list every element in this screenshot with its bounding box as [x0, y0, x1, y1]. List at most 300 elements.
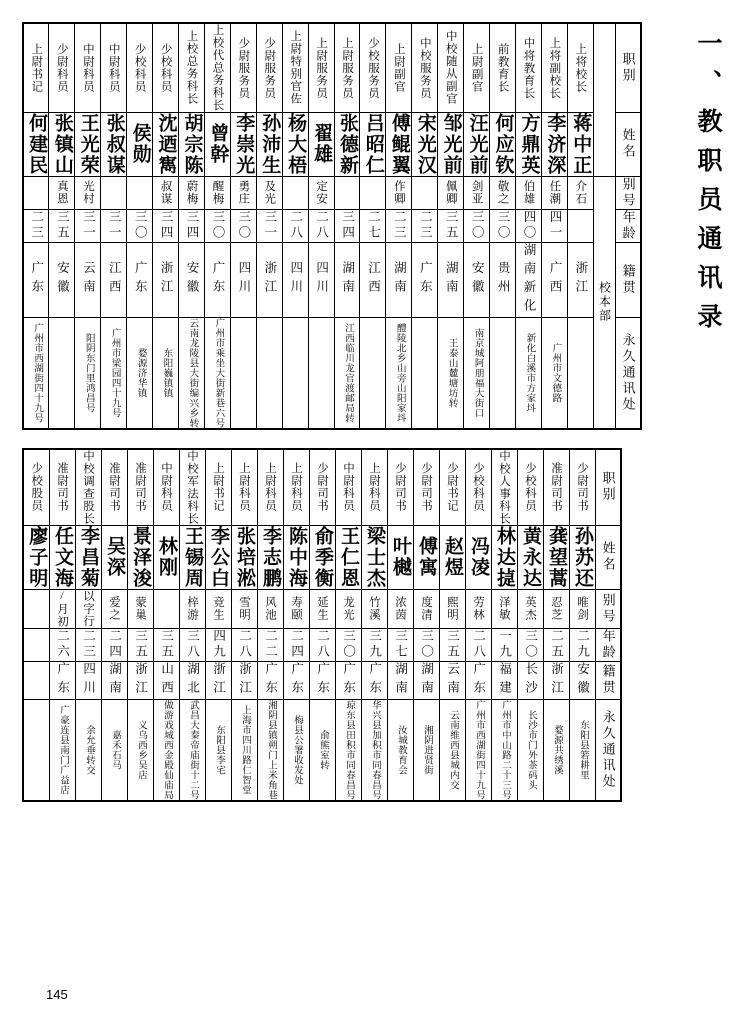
cell-alias [153, 589, 179, 628]
cell-name-text: 梁士杰 [363, 525, 385, 589]
cell-address-text: 广州市中山路二十三号 [499, 699, 510, 800]
header-native-text: 籍贯 [620, 263, 636, 296]
cell-rank-text: 少尉服务员 [263, 36, 276, 99]
cell-native [204, 242, 230, 317]
cell-address-text: 东阳县李宅 [213, 724, 224, 775]
cell-name [23, 525, 49, 589]
cell-age [335, 628, 361, 661]
cell-age-text: 四九 [211, 629, 226, 660]
cell-native [490, 242, 516, 317]
cell-rank [256, 23, 282, 112]
cell-rank-text: 上校代总务科长 [211, 24, 224, 112]
cell-rank-text: 中校军法科长 [186, 449, 199, 525]
cell-rank-text: 上尉科员 [368, 462, 381, 512]
cell-address [334, 317, 360, 429]
cell-age-text: 三〇 [496, 210, 511, 241]
cell-age-text: 三五 [159, 629, 174, 660]
cell-age [49, 209, 75, 242]
cell-rank-text: 准尉司书 [134, 462, 147, 512]
cell-address [567, 317, 593, 429]
cell-rank [153, 23, 179, 112]
cell-native-text: 安徽 [470, 261, 485, 298]
cell-address [438, 317, 464, 429]
cell-age-text: 二八 [315, 629, 330, 660]
cell-native [153, 661, 179, 699]
cell-name-text: 陈中海 [285, 525, 307, 589]
cell-alias-text: 延生 [316, 596, 329, 621]
cell-age [205, 628, 231, 661]
cell-alias-text: 作卿 [392, 180, 405, 205]
cell-rank [282, 23, 308, 112]
cell-native-text: 四川 [314, 261, 329, 298]
cell-address-text: 湘阴进贤街 [421, 724, 432, 775]
cell-native-text: 安徽 [575, 661, 590, 699]
cell-native [517, 661, 543, 699]
cell-rank [49, 23, 75, 112]
cell-name-text: 李志鹏 [259, 525, 281, 589]
cell-age-text: 三〇 [470, 210, 485, 241]
cell-address-text: 嘉禾石马 [109, 729, 120, 770]
cell-address [75, 699, 101, 801]
cell-rank [49, 449, 75, 526]
cell-rank [569, 449, 595, 526]
cell-rank-text: 上尉服务员 [315, 36, 328, 99]
cell-name [75, 112, 101, 176]
cell-native [75, 242, 101, 317]
cell-name [464, 112, 490, 176]
cell-address-text: 琼东县田积市同春昌号 [343, 699, 354, 800]
cell-rank-text: 少校科员 [159, 42, 172, 93]
cell-address [101, 699, 127, 801]
cell-rank-text: 少校科员 [524, 462, 537, 512]
cell-native [361, 661, 387, 699]
cell-alias [517, 589, 543, 628]
cell-native-text: 浙江 [549, 661, 564, 699]
cell-name-text: 傅鲲翼 [388, 112, 410, 176]
cell-address [283, 699, 309, 801]
cell-alias-text: 蒙巢 [134, 596, 147, 621]
cell-name [282, 112, 308, 176]
cell-rank [127, 449, 153, 526]
header-native [595, 661, 621, 699]
cell-native-text: 江西 [107, 261, 122, 298]
cell-age-text: 三一 [262, 210, 277, 241]
cell-alias-text: 劳林 [472, 596, 485, 621]
cell-address-text: 云南龙陵县大街编兴乡转 [187, 317, 198, 428]
cell-name-text: 赵煜 [441, 536, 463, 578]
cell-rank [75, 449, 101, 526]
cell-address-text: 广州市西湖街四十九号 [32, 322, 43, 423]
cell-native [75, 661, 101, 699]
cell-native-text: 安徽 [185, 261, 200, 298]
cell-alias [204, 176, 230, 209]
cell-name-text: 胡宗陈 [181, 112, 203, 176]
row-age [23, 628, 621, 661]
cell-name [439, 525, 465, 589]
cell-address [490, 317, 516, 429]
cell-native [101, 661, 127, 699]
cell-alias-text: 叔谋 [159, 180, 172, 205]
cell-rank [490, 23, 516, 112]
cell-alias-text: 定安 [315, 180, 328, 205]
cell-native [516, 242, 542, 317]
cell-age [490, 209, 516, 242]
header-address-text: 永久通讯处 [600, 709, 616, 790]
cell-age [230, 209, 256, 242]
cell-name [334, 112, 360, 176]
cell-name-text: 翟雄 [311, 123, 333, 165]
cell-age [516, 209, 542, 242]
header-age-text: 年龄 [620, 209, 636, 242]
cell-name [360, 112, 386, 176]
cell-rank [308, 23, 334, 112]
cell-age-text: 二五 [549, 629, 564, 660]
cell-address [439, 699, 465, 801]
cell-address [75, 317, 101, 429]
cell-rank-text: 上尉服务员 [341, 36, 354, 99]
cell-name [205, 525, 231, 589]
cell-rank [101, 23, 127, 112]
cell-age-text: 三九 [367, 629, 382, 660]
cell-age [23, 209, 49, 242]
cell-age-text: 三〇 [133, 210, 148, 241]
cell-native-text: 广东 [210, 261, 225, 298]
cell-name-text: 廖子明 [26, 525, 48, 589]
cell-address-text: 上海市四川路仁智堂 [239, 704, 250, 795]
row-native [23, 242, 641, 317]
cell-native [308, 242, 334, 317]
cell-native [464, 242, 490, 317]
cell-address-text: 广豪连县南门广益店 [57, 704, 68, 795]
cell-rank-text: 上尉科员 [238, 462, 251, 512]
header-alias-text: 别号 [620, 176, 636, 209]
cell-alias [282, 176, 308, 209]
cell-alias [490, 176, 516, 209]
cell-native-text: 广东 [55, 661, 70, 699]
cell-age [204, 209, 230, 242]
cell-alias-text: 梓游 [186, 596, 199, 621]
cell-alias [231, 589, 257, 628]
cell-native [438, 242, 464, 317]
cell-age-text: 三〇 [236, 210, 251, 241]
row-alias [23, 589, 621, 628]
cell-age [412, 209, 438, 242]
cell-address [179, 699, 205, 801]
cell-age [127, 628, 153, 661]
cell-rank-text: 中校随从副官 [444, 30, 457, 106]
row-name [23, 112, 641, 176]
cell-age-text: 三七 [393, 629, 408, 660]
cell-alias-text: 蔚梅 [185, 180, 198, 205]
cell-age-text: 三五 [133, 629, 148, 660]
cell-age-text: 二三 [81, 629, 96, 660]
cell-age [387, 628, 413, 661]
cell-address [308, 317, 334, 429]
cell-name-text: 李昌菊 [77, 525, 99, 589]
cell-native-text: 广东 [471, 661, 486, 699]
cell-age-text: 二八 [237, 629, 252, 660]
cell-native [335, 661, 361, 699]
cell-name [541, 112, 567, 176]
cell-name-text: 景泽浚 [129, 525, 151, 589]
cell-rank-text: 少尉司书 [394, 462, 407, 512]
cell-alias-text: 勇庄 [237, 180, 250, 205]
cell-native [309, 661, 335, 699]
cell-alias [23, 589, 49, 628]
cell-name-text: 何建民 [26, 112, 48, 176]
cell-name [230, 112, 256, 176]
cell-age-text: 三〇 [341, 629, 356, 660]
cell-rank-text: 准尉司书 [550, 462, 563, 512]
cell-alias [334, 176, 360, 209]
cell-alias [127, 589, 153, 628]
cell-age [49, 628, 75, 661]
cell-age-text: 四〇 [522, 210, 537, 241]
cell-name [23, 112, 49, 176]
cell-native [543, 661, 569, 699]
cell-alias [387, 589, 413, 628]
cell-alias [309, 589, 335, 628]
cell-address-text: 南京城阿朋福大街口 [472, 327, 483, 418]
cell-native [230, 242, 256, 317]
page-title: 一、教职员通讯录 [694, 30, 721, 342]
cell-rank [257, 449, 283, 526]
personnel-table-bottom [22, 448, 622, 802]
cell-rank-text: 上尉科员 [264, 462, 277, 512]
cell-age-text: 二三 [418, 210, 433, 241]
cell-address [49, 317, 75, 429]
cell-age [283, 628, 309, 661]
cell-rank-text: 少校服务员 [366, 36, 379, 99]
header-rank [595, 449, 621, 526]
cell-name-text: 李崇光 [233, 112, 255, 176]
cell-native-text: 云南 [445, 661, 460, 699]
cell-native-text: 浙江 [159, 261, 174, 298]
cell-alias-text: 以字行 [82, 589, 95, 628]
cell-age [153, 209, 179, 242]
cell-name [361, 525, 387, 589]
cell-rank [491, 449, 517, 526]
cell-native-text: 广东 [133, 261, 148, 298]
cell-alias [335, 589, 361, 628]
cell-age [179, 209, 205, 242]
cell-address [282, 317, 308, 429]
cell-rank-text: 上尉科员 [290, 462, 303, 512]
cell-rank [75, 23, 101, 112]
cell-alias [257, 589, 283, 628]
cell-alias [283, 589, 309, 628]
row-name [23, 525, 621, 589]
cell-rank-text: 上将校长 [574, 42, 587, 93]
cell-address-text: 广州市西湖街四十九号 [473, 699, 484, 800]
section-label [593, 176, 615, 429]
cell-alias-text: 醒梅 [211, 180, 224, 205]
cell-age-text: 三〇 [210, 210, 225, 241]
cell-address-text: 汝城教育会 [395, 724, 406, 775]
cell-age-text: 二四 [107, 629, 122, 660]
cell-address [231, 699, 257, 801]
cell-native-text: 湖南 [107, 661, 122, 699]
cell-address [543, 699, 569, 801]
cell-name-text: 汪光前 [466, 112, 488, 176]
cell-native-text: 广西 [547, 261, 562, 298]
cell-alias [179, 589, 205, 628]
cell-native-text: 四川 [81, 661, 96, 699]
cell-name [153, 112, 179, 176]
cell-rank-text: 上尉副官 [392, 42, 405, 93]
cell-native [283, 661, 309, 699]
cell-native [205, 661, 231, 699]
cell-name [386, 112, 412, 176]
cell-address-text: 醴陵北乡山旁山阳家㘰 [394, 322, 405, 423]
cell-address [516, 317, 542, 429]
cell-native-text: 山西 [159, 661, 174, 699]
cell-native-text: 福建 [497, 661, 512, 699]
cell-age [541, 209, 567, 242]
cell-address-text: 广州市乘坐大街新巷六号 [213, 317, 224, 428]
cell-native-text: 湖南新化 [522, 242, 537, 317]
cell-address [49, 699, 75, 801]
cell-alias [360, 176, 386, 209]
cell-address-text: 东阳县箬耕里 [577, 719, 588, 780]
cell-address [23, 317, 49, 429]
cell-rank-text: 中校人事科长 [498, 449, 511, 525]
cell-alias-text: 泽敏 [498, 596, 511, 621]
cell-age [334, 209, 360, 242]
cell-address [517, 699, 543, 801]
cell-native [49, 242, 75, 317]
cell-name-text: 方鼎英 [518, 112, 540, 176]
cell-native-text: 浙江 [211, 661, 226, 699]
cell-age-text: 三一 [81, 210, 96, 241]
cell-rank-text: 中尉科员 [81, 42, 94, 93]
cell-alias [412, 176, 438, 209]
cell-rank [438, 23, 464, 112]
cell-rank [179, 449, 205, 526]
cell-name [127, 112, 153, 176]
cell-native [412, 242, 438, 317]
cell-native [491, 661, 517, 699]
cell-rank [567, 23, 593, 112]
cell-name [309, 525, 335, 589]
cell-rank-text: 中校调查股长 [82, 449, 95, 525]
cell-address [465, 699, 491, 801]
cell-rank-text: 少校科员 [472, 462, 485, 512]
cell-address-text: 婺源济华镇 [135, 347, 146, 398]
cell-address [412, 317, 438, 429]
cell-native [360, 242, 386, 317]
cell-rank-text: 上尉副官 [470, 42, 483, 93]
cell-name-text: 曾幹 [207, 123, 229, 165]
cell-native-text: 湖南 [444, 261, 459, 298]
cell-rank [153, 449, 179, 526]
cell-alias-text: 雪明 [238, 596, 251, 621]
row-address [23, 317, 641, 429]
cell-name-text: 何应钦 [492, 112, 514, 176]
cell-name [153, 525, 179, 589]
cell-name-text: 孙苏还 [571, 525, 593, 589]
cell-rank-text: 少尉司书 [576, 462, 589, 512]
cell-rank-text: 上将副校长 [548, 36, 561, 99]
cell-native [127, 242, 153, 317]
cell-native [49, 661, 75, 699]
cell-age-text: 三五 [55, 210, 70, 241]
cell-alias [127, 176, 153, 209]
cell-native [153, 242, 179, 317]
cell-age [309, 628, 335, 661]
cell-native [179, 242, 205, 317]
cell-alias [567, 176, 593, 209]
cell-address-text: 做游戏城西金殿仙庙局 [161, 699, 172, 800]
cell-alias-text: 度清 [420, 596, 433, 621]
cell-native-text: 云南 [81, 261, 96, 298]
cell-native-text: 四川 [288, 261, 303, 298]
cell-age-text: 二三 [29, 210, 44, 241]
header-name-text: 姓名 [620, 128, 636, 160]
cell-native [101, 242, 127, 317]
cell-alias [439, 589, 465, 628]
cell-rank-text: 少校科员 [133, 42, 146, 93]
cell-alias [101, 176, 127, 209]
cell-alias [386, 176, 412, 209]
row-alias [23, 176, 641, 209]
cell-name [387, 525, 413, 589]
cell-native [256, 242, 282, 317]
cell-name-text: 林刚 [155, 536, 177, 578]
cell-age-text: 三〇 [419, 629, 434, 660]
cell-alias [256, 176, 282, 209]
cell-address-text: 湘阴县镇朔门上米角巷 [265, 699, 276, 800]
cell-rank-text: 少尉司书 [316, 462, 329, 512]
cell-alias [101, 589, 127, 628]
cell-age [465, 628, 491, 661]
cell-alias [49, 176, 75, 209]
cell-native-text: 湖南 [392, 261, 407, 298]
table-gap [22, 430, 642, 448]
cell-rank-text: 中将教育长 [522, 36, 535, 99]
cell-rank-text: 少尉司书 [420, 462, 433, 512]
header-address [595, 699, 621, 801]
section-label-blank [593, 23, 615, 176]
cell-rank [334, 23, 360, 112]
cell-age-text: 三四 [185, 210, 200, 241]
cell-rank [516, 23, 542, 112]
cell-alias-text: 唯剑 [576, 596, 589, 621]
cell-address [491, 699, 517, 801]
cell-age [464, 209, 490, 242]
cell-rank [386, 23, 412, 112]
cell-rank [361, 449, 387, 526]
cell-age-text: 三四 [159, 210, 174, 241]
cell-age [386, 209, 412, 242]
cell-address [127, 699, 153, 801]
cell-alias-text: 浓茵 [394, 596, 407, 621]
cell-address [464, 317, 490, 429]
cell-alias [438, 176, 464, 209]
cell-age [438, 209, 464, 242]
cell-native [23, 242, 49, 317]
cell-rank [179, 23, 205, 112]
cell-rank-text: 中尉科员 [342, 462, 355, 512]
cell-address-text: 婺源共绣溪 [551, 724, 562, 775]
header-alias [615, 176, 641, 209]
header-name-text: 姓名 [600, 541, 616, 573]
row-age [23, 209, 641, 242]
header-address [615, 317, 641, 429]
cell-rank [413, 449, 439, 526]
cell-name-text: 李公白 [207, 525, 229, 589]
cell-address-text: 华兴县加积市同春昌号 [369, 699, 380, 800]
